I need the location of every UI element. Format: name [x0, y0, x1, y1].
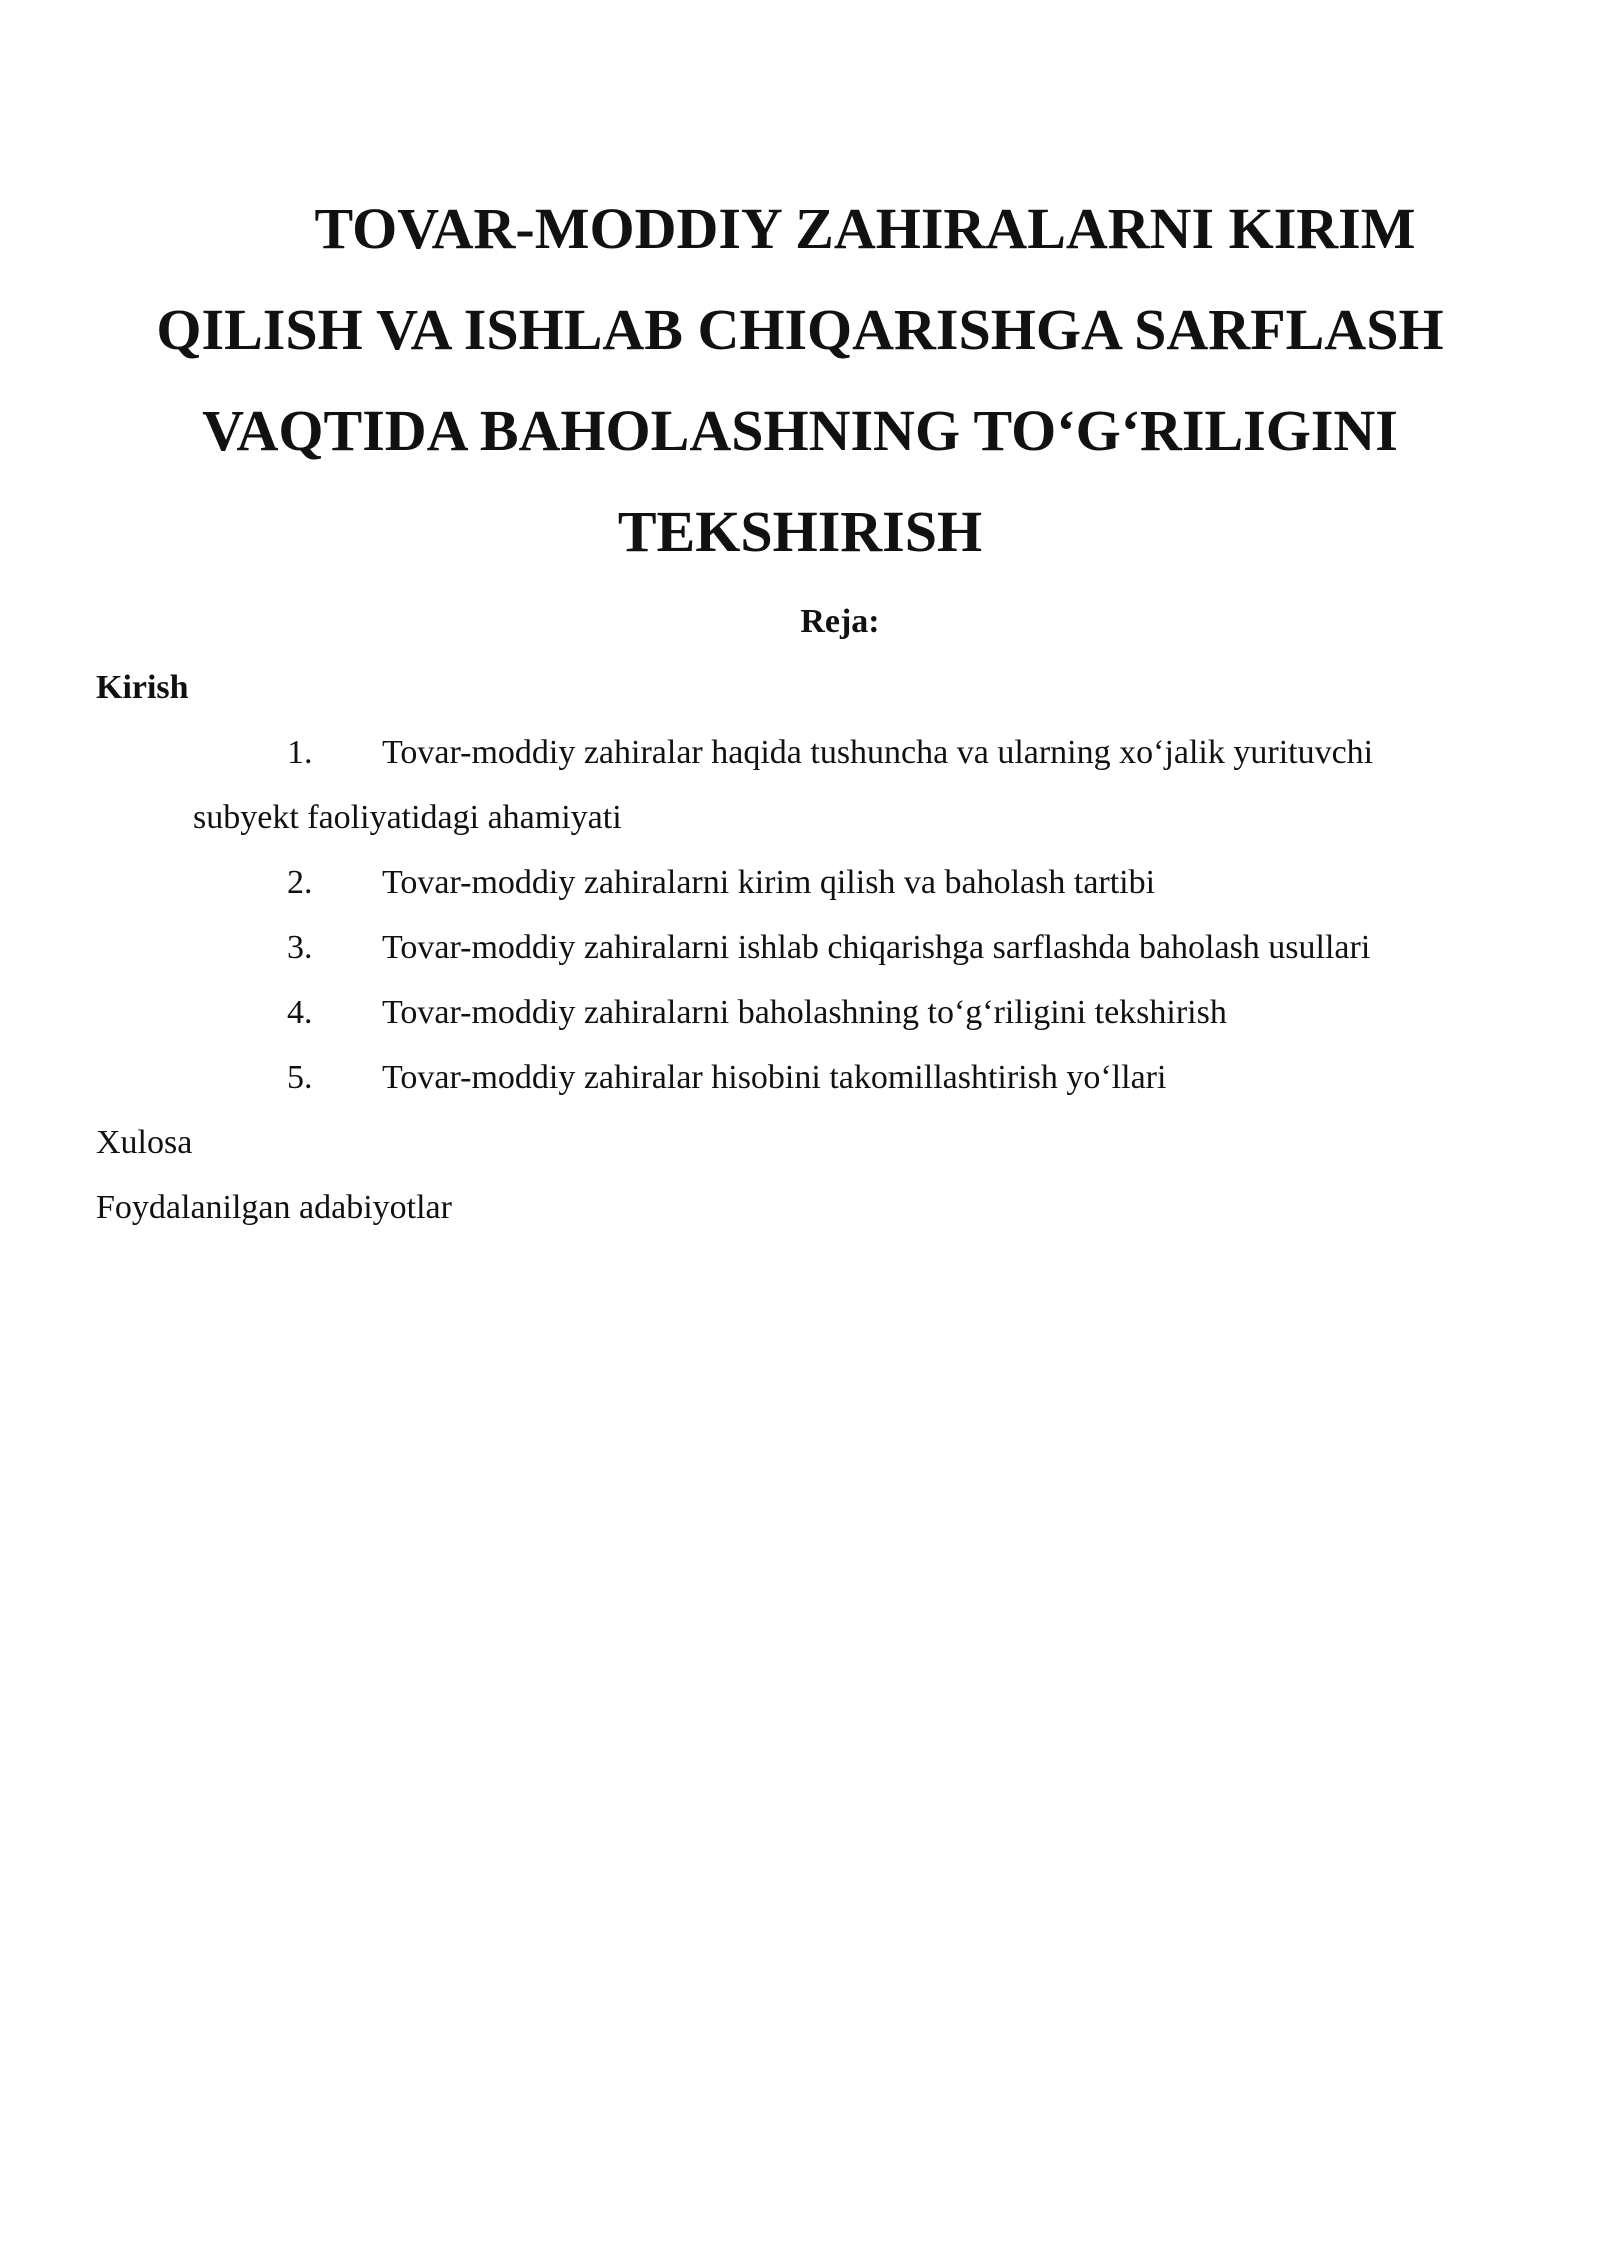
plan-item-number: 4.: [287, 994, 313, 1031]
plan-item-text: Tovar-moddiy zahiralar haqida tushuncha va ularning xo‘jalik yurituvchi: [382, 734, 1374, 771]
plan-item-1-continuation: subyekt faoliyatidagi ahamiyati: [193, 799, 622, 836]
plan-item-text: Tovar-moddiy zahiralarni kirim qilish va baholash tartibi: [382, 864, 1156, 901]
plan-item-text: Tovar-moddiy zahiralarni baholashning to‘g‘riligini tekshirish: [382, 994, 1227, 1031]
title-line-4: TEKSHIRISH: [617, 499, 983, 564]
intro-heading: Kirish: [96, 669, 189, 706]
plan-item-number: 1.: [287, 734, 313, 771]
document-title: [95, 178, 1505, 582]
plan-item-text: Tovar-moddiy zahiralarni ishlab chiqarishga sarflashda baholash usullari: [382, 929, 1371, 966]
plan-item-number: 3.: [287, 929, 313, 966]
plan-item-text: Tovar-moddiy zahiralar hisobini takomillashtirish yo‘llari: [382, 1059, 1167, 1096]
title-line-3: VAQTIDA BAHOLASHNING TO‘G‘RILIGINI: [202, 398, 1398, 463]
title-line-2: QILISH VA ISHLAB CHIQARISHGA SARFLASH: [156, 297, 1444, 362]
plan-item-number: 5.: [287, 1059, 313, 1096]
conclusion-heading: Xulosa: [96, 1124, 193, 1161]
plan-heading: Reja:: [800, 603, 880, 640]
plan-item-number: 2.: [287, 864, 313, 901]
title-line-1: TOVAR-MODDIY ZAHIRALARNI KIRIM: [314, 196, 1416, 261]
references-heading: Foydalanilgan adabiyotlar: [96, 1189, 452, 1226]
